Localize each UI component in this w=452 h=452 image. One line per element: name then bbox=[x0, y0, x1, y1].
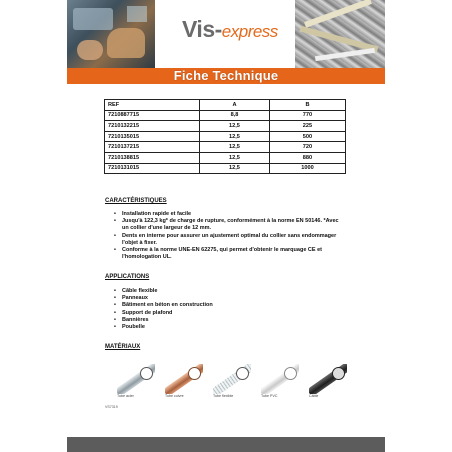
list-item: • Câble flexible bbox=[114, 288, 344, 295]
material-steel-tube bbox=[117, 364, 155, 408]
table-row bbox=[105, 142, 346, 153]
ref-cell: 7210131015 bbox=[105, 163, 200, 174]
ref-cell: 7210132215 bbox=[105, 121, 200, 132]
header-photo-tools bbox=[67, 0, 155, 68]
list-item: • Dents en interne pour assurer un ajustement optimal du collier sans endommager l'objet à fixer. bbox=[114, 233, 344, 247]
material-pvc-tube bbox=[261, 364, 299, 408]
a-cell: 12,5 bbox=[200, 142, 270, 153]
list-item: • Panneaux bbox=[114, 295, 344, 302]
ref-cell: 7210887715 bbox=[105, 110, 200, 121]
material-caption: Tube PVC bbox=[261, 394, 278, 398]
list-item: • Bannières bbox=[114, 317, 344, 324]
applications-list bbox=[114, 288, 344, 331]
list-item: • Bâtiment en béton en construction bbox=[114, 302, 344, 309]
table-row bbox=[105, 163, 346, 174]
material-caption: Tube cuivre bbox=[165, 394, 184, 398]
a-cell: 12,5 bbox=[200, 152, 270, 163]
a-cell: 12,5 bbox=[200, 131, 270, 142]
material-copper-tube bbox=[165, 364, 203, 408]
logo-accent-text: express bbox=[221, 22, 278, 41]
a-cell: 12,5 bbox=[200, 163, 270, 174]
table-row bbox=[105, 152, 346, 163]
document-code: VS7319 bbox=[105, 405, 118, 409]
section-heading-caracteristiques: CARACTÉRISTIQUES bbox=[105, 198, 167, 204]
section-heading-materiaux: MATÉRIAUX bbox=[105, 344, 141, 350]
material-caption: Tube flexible bbox=[213, 394, 234, 398]
ref-cell: 7210135015 bbox=[105, 131, 200, 142]
b-cell: 225 bbox=[269, 121, 345, 132]
materials-gallery bbox=[117, 364, 357, 408]
table-row bbox=[105, 131, 346, 142]
section-heading-applications: APPLICATIONS bbox=[105, 274, 150, 280]
a-cell: 12,5 bbox=[200, 121, 270, 132]
a-cell: 8,8 bbox=[200, 110, 270, 121]
header bbox=[67, 0, 385, 68]
material-cable bbox=[309, 364, 347, 408]
footer-bar bbox=[67, 437, 385, 452]
b-cell: 720 bbox=[269, 142, 345, 153]
page-title: Fiche Technique bbox=[173, 68, 279, 83]
b-cell: 880 bbox=[269, 152, 345, 163]
reference-table bbox=[104, 99, 346, 174]
ref-cell: 7210138815 bbox=[105, 152, 200, 163]
table-row bbox=[105, 121, 346, 132]
column-header-b: B bbox=[269, 100, 345, 111]
list-item: • Installation rapide et facile bbox=[114, 211, 344, 218]
header-photo-screws bbox=[295, 0, 385, 68]
list-item: • Conforme à la norme UNE-EN 62275, qui permet d'obtenir le marquage CE et l'homologation UL. bbox=[114, 247, 344, 261]
logo-dash: - bbox=[214, 16, 222, 42]
column-header-a: A bbox=[200, 100, 270, 111]
list-item: • Jusqu'à 122,3 kg* de charge de rupture, conformément à la norme EN 50146. *Avec un collier d'une largeur de 12 mm. bbox=[114, 218, 344, 232]
material-caption: Tube acier bbox=[117, 394, 134, 398]
material-caption: Câble bbox=[309, 394, 319, 398]
table-header-row bbox=[105, 100, 346, 111]
list-item: • Poubelle bbox=[114, 324, 344, 331]
vis-express-logo bbox=[182, 16, 278, 43]
b-cell: 770 bbox=[269, 110, 345, 121]
material-flexible-tube bbox=[213, 364, 251, 408]
caracteristiques-list bbox=[114, 211, 344, 261]
data-sheet bbox=[67, 0, 385, 452]
b-cell: 500 bbox=[269, 131, 345, 142]
ref-cell: 7210137215 bbox=[105, 142, 200, 153]
table-row bbox=[105, 110, 346, 121]
list-item: • Support de plafond bbox=[114, 310, 344, 317]
b-cell: 1000 bbox=[269, 163, 345, 174]
logo-main-text: Vis bbox=[182, 16, 215, 42]
column-header-ref: REF bbox=[105, 100, 200, 111]
